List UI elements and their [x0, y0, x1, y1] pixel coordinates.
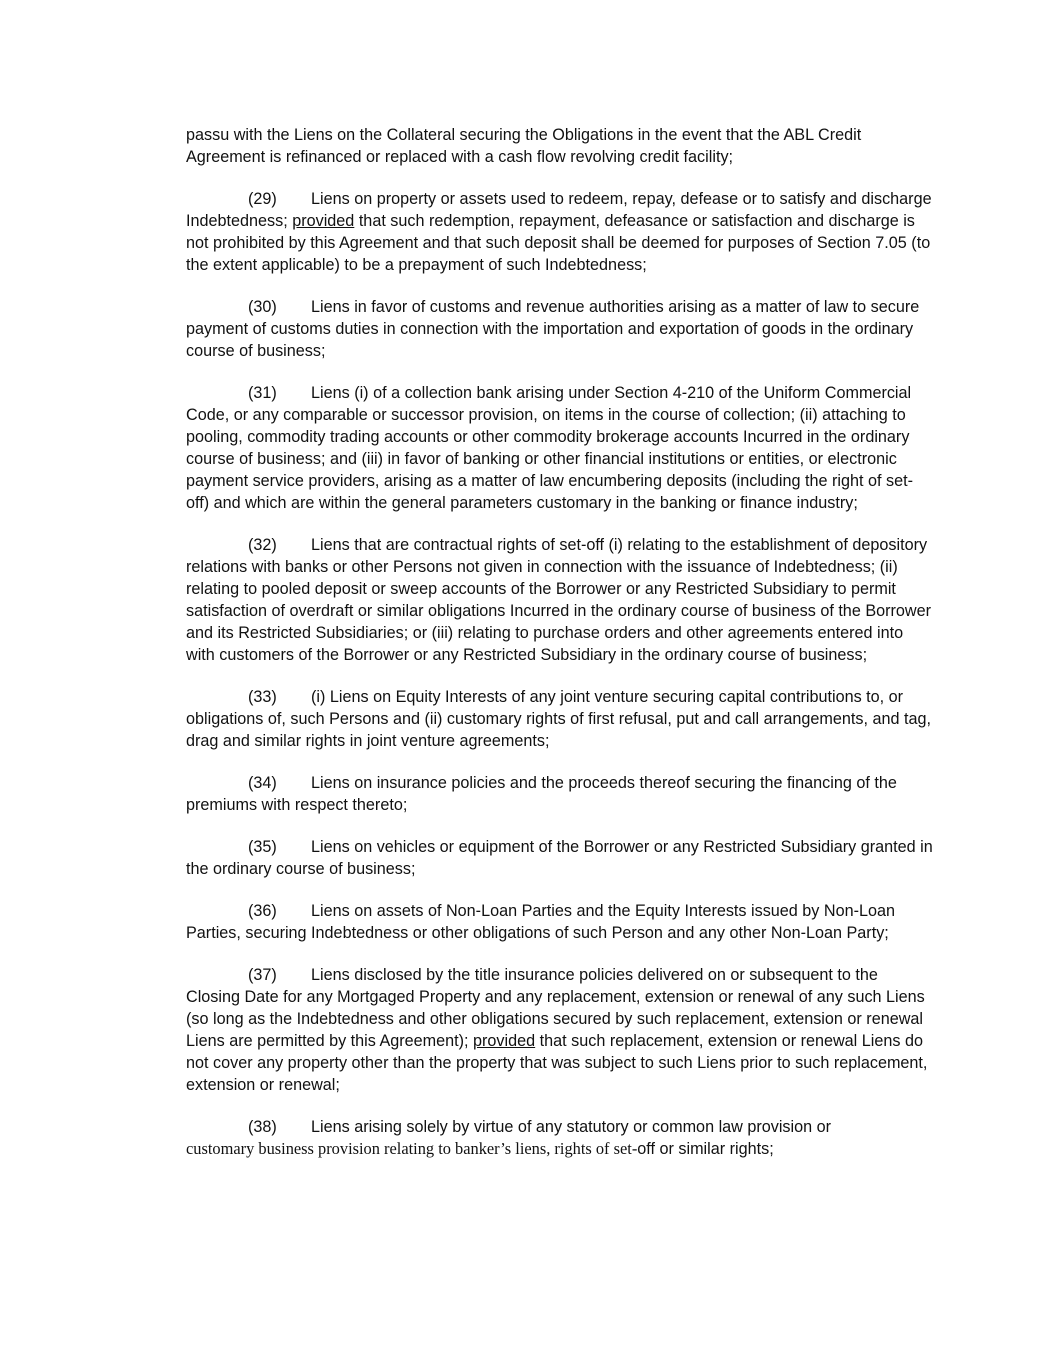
paragraph-text: Liens arising solely by virtue of any statutory or common law provision or [311, 1118, 832, 1136]
paragraph-38 [186, 1116, 934, 1160]
paragraph-number: (29) [248, 190, 277, 208]
paragraph-29 [186, 188, 934, 276]
paragraph-37 [186, 964, 934, 1096]
paragraph-number: (34) [248, 774, 277, 792]
paragraph-number: (32) [248, 536, 277, 554]
document-body [186, 124, 934, 1180]
paragraph-31 [186, 382, 934, 514]
paragraph-text-continued: off or similar rights; [637, 1140, 774, 1158]
paragraph-number: (38) [248, 1118, 277, 1136]
paragraph-number: (31) [248, 384, 277, 402]
paragraph-text: Liens on insurance policies and the proceeds thereof securing the financing of the premiums with respect thereto; [186, 774, 897, 814]
paragraph-35 [186, 836, 934, 880]
paragraph-text-continued: that such replacement, extension or renewal Liens do not cover any property other than the property that was subject to such Liens prior to such replacement, extension or renewal; [186, 1032, 928, 1094]
paragraph-text: Liens (i) of a collection bank arising under Section 4-210 of the Uniform Commercial Code, or any comparable or successor provision, on items in the course of collection; (ii) attaching to pooling, commodity trading accounts or other commodity brokerage accounts Incurred in the ordinary course of business; and (iii) in favor of banking or other financial institutions or entities, or electronic payment service providers, arising as a matter of law encumbering deposits (including the right of set-off) and which are within the general parameters customary in the banking or finance industry; [186, 384, 913, 512]
paragraph-32 [186, 534, 934, 666]
paragraph-text: Liens disclosed by the title insurance policies delivered on or subsequent to the Closing Date for any Mortgaged Property and any replacement, extension or renewal of any such Liens (so long as the Indebtedness and other obligations secured by such replacement, extension or renewal Liens are permitted by this Agreement); [186, 966, 925, 1050]
paragraph-number: (37) [248, 966, 277, 984]
paragraph-number: (35) [248, 838, 277, 856]
paragraph-text-continued: that such redemption, repayment, defeasance or satisfaction and discharge is not prohibited by this Agreement and that such deposit shall be deemed for purposes of Section 7.05 (to the extent applicable) to be a prepayment of such Indebtedness; [186, 212, 931, 274]
paragraph-text: Liens that are contractual rights of set-off (i) relating to the establishment of depository relations with banks or other Persons not given in connection with the issuance of Indebtedness; (ii) relating to pooled deposit or sweep accounts of the Borrower or any Restricted Subsidiary to permit satisfaction of overdraft or similar obligations Incurred in the ordinary course of business of the Borrower and its Restricted Subsidiaries; or (iii) relating to purchase orders and other agreements entered into with customers of the Borrower or any Restricted Subsidiary in the ordinary course of business; [186, 536, 931, 664]
paragraph-text: Liens on property or assets used to redeem, repay, defease or to satisfy and discharge Indebtedness; [186, 190, 932, 230]
provided-term: provided [473, 1032, 536, 1050]
paragraph-number: (30) [248, 298, 277, 316]
intro-paragraph [186, 124, 934, 168]
paragraph-text-serif: customary business provision relating to banker’s liens, rights of set- [186, 1139, 638, 1158]
paragraph-number: (36) [248, 902, 277, 920]
provided-term: provided [292, 212, 355, 230]
paragraph-33 [186, 686, 934, 752]
paragraph-text: (i) Liens on Equity Interests of any joint venture securing capital contributions to, or obligations of, such Persons and (ii) customary rights of first refusal, put and call arrangements, and tag, drag and similar rights in joint venture agreements; [186, 688, 931, 750]
paragraph-text: Liens on assets of Non-Loan Parties and the Equity Interests issued by Non-Loan Parties, securing Indebtedness or other obligations of such Person and any other Non-Loan Party; [186, 902, 895, 942]
paragraph-34 [186, 772, 934, 816]
paragraph-number: (33) [248, 688, 277, 706]
paragraph-30 [186, 296, 934, 362]
paragraph-36 [186, 900, 934, 944]
paragraph-text: Liens on vehicles or equipment of the Borrower or any Restricted Subsidiary granted in the ordinary course of business; [186, 838, 933, 878]
intro-text: passu with the Liens on the Collateral securing the Obligations in the event that the ABL Credit Agreement is refinanced or replaced with a cash flow revolving credit facility; [186, 126, 862, 166]
paragraph-text: Liens in favor of customs and revenue authorities arising as a matter of law to secure payment of customs duties in connection with the importation and exportation of goods in the ordinary course of business; [186, 298, 920, 360]
